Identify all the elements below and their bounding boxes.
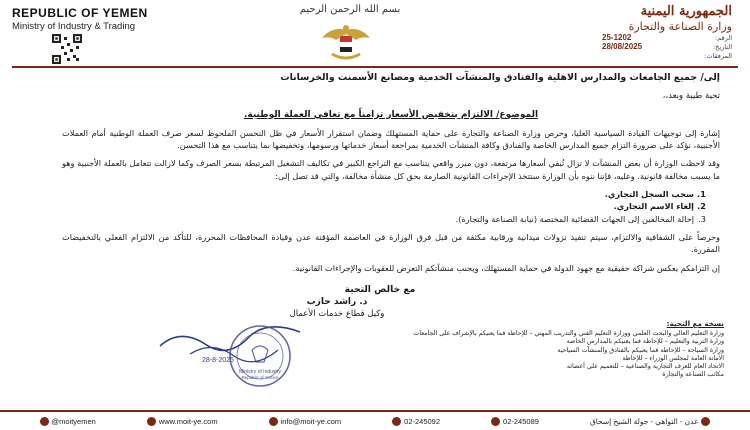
paragraph-1: إشارة إلى توجيهات القيادة السياسية العليا، وحرص وزارة الصناعة والتجارة على حماية المستهلك وضمان استقرار الأسعار في ظل التحسن الملحوظ لسعر صرف العملة الوطنية أمام العملات الأجنبية، نؤكد على ضرورة التزام جميع المدارس الخاصة والفنادق وكافة المنشآت الخدمية بمراجعة أسعار خدماتها ورسومها، وتخفيضها بما يتناسب مع هذا التحسن. [62,127,720,151]
list-item: وزارة التربية والتعليم – للإحاطة فما يعنيكم بالمدارس الخاصة [566,338,724,346]
letter-body [62,72,720,280]
list-item: وزارة التعليم العالي والبحث العلمي ووزارة التعليم الفني والتدريب المهني – للإحاطة فما يعنيكم بالإشراف على الجامعات [413,330,724,338]
subject-text: الموضوع/ الالتزام بتخفيض الأسعار تزامناً مع تعافي العملة الوطنية. [243,109,539,120]
copies-list [394,330,724,379]
measures-list [62,188,706,225]
signer-role: وكيل قطاع خدمات الأعمال [289,309,385,319]
subject-line [62,109,720,121]
email-icon [269,417,278,426]
phone-icon [392,417,401,426]
footer-address: عدن - التواهي - جولة الشيخ إسحاق [590,417,711,426]
header-center [290,4,410,15]
paragraph-4: إن التزامكم يعكس شراكة حقيقية مع جهود الدولة في حماية المستهلك، ويجنب منشآتكم التعرض للعقوبات والإجراءات القانونية. [292,262,720,273]
phone-icon [491,417,500,426]
header-arabic [562,4,732,33]
header-english [12,6,192,32]
basmala: بسم الله الرحمن الرحيم [299,4,401,15]
copies-title: نسخة مع التحية: [666,319,724,328]
list-item: 3.إحالة المخالفين إلى الجهات القضائية المختصة (نيابة الصناعة والتجارة). [455,213,706,224]
stamp-date: 28-8-2025 [202,357,234,364]
date-value: 28/08/2025 [602,42,643,51]
yemen-emblem-icon [318,20,374,64]
footer-website[interactable]: www.moit-ye.com [147,417,218,426]
ministry-title-ar: وزارة الصناعة والتجارة [628,20,732,33]
footer [0,410,750,430]
signer-name: د. راشد حازب [306,297,368,307]
country-title-ar: الجمهورية اليمنية [640,4,732,19]
list-item: وزارة السياحة – للإحاطة فما يعنيكم بالفنادق والمنشآت السياحية [557,346,724,354]
list-item: 2.إلغاء الاسم التجاري. [613,201,706,212]
footer-phone-2: 02-245092 [392,417,440,426]
addressee: إلى/ جميع الجامعات والمدارس الاهلية والفنادق والمنشآت الخدمية ومصانع الأسمنت والخرسانات [280,72,720,83]
stamp-text: Ministry of Industry [239,369,281,375]
location-icon [701,417,710,426]
closing: مع خالص التحية [344,284,416,295]
list-item: الاتحاد العام للغرف التجارية والصناعية – للتعميم على أعضائه [566,363,724,371]
official-stamp [150,310,320,390]
greeting: تحية طيبة وبعد،، [662,91,720,102]
ref-value: 25-1202 [602,33,632,42]
footer-phone-1: 02-245089 [491,417,539,426]
qr-code-icon [52,34,82,64]
list-item: الأمانة العامة لمجلس الوزراء – للإحاطة [622,354,724,362]
list-item: مكاتب الصناعة والتجارة [662,371,724,379]
date-label: التاريخ: [712,42,732,51]
header-divider [12,66,738,68]
country-title-en: REPUBLIC OF YEMEN [12,6,148,20]
footer-social[interactable]: @moityemen [40,417,96,426]
globe-icon [147,417,156,426]
ministry-title-en: Ministry of Industry & Trading [12,21,136,32]
paragraph-2: وقد لاحظت الوزارة أن بعض المنشآت لا تزال تُبقي أسعارها مرتفعة، دون مبرر واقعي يتناسب مع التراجع الكبير في تكاليف التشغيل المرتبطة بسعر الصرف وكما لازالت تتعامل بالعملة الأجنبية وهو ما يسبب مخالفة قانونية. وعليه، فإننا ننوه بأن الوزارة ستتخذ الإجراءات القانونية الصارمة بحق كل منشأة مخالفة، والتي قد تصل إلى: [62,158,720,181]
footer-email[interactable]: info@moit-ye.com [269,417,342,426]
paragraph-3: وحرصاً على الشفافية والالتزام، سيتم تنفيذ نزولات ميدانية ورقابية مكثفة من قبل فرق الوزارة في العاصمة المؤقتة عدن وقيادة المحافظات المحررة، للتأكد من الالتزام الفعلي بالتخفيضات المقررة. [62,231,720,255]
reference-block [602,33,732,60]
attachments-label: المرفقات: [704,51,732,60]
list-item: 1.سحب السجل التجاري. [604,189,706,200]
social-icon [40,417,49,426]
ref-label: الرقم: [715,33,732,42]
copies-block [394,320,724,379]
stamp-text-2: Republic of Yemen [241,375,279,380]
